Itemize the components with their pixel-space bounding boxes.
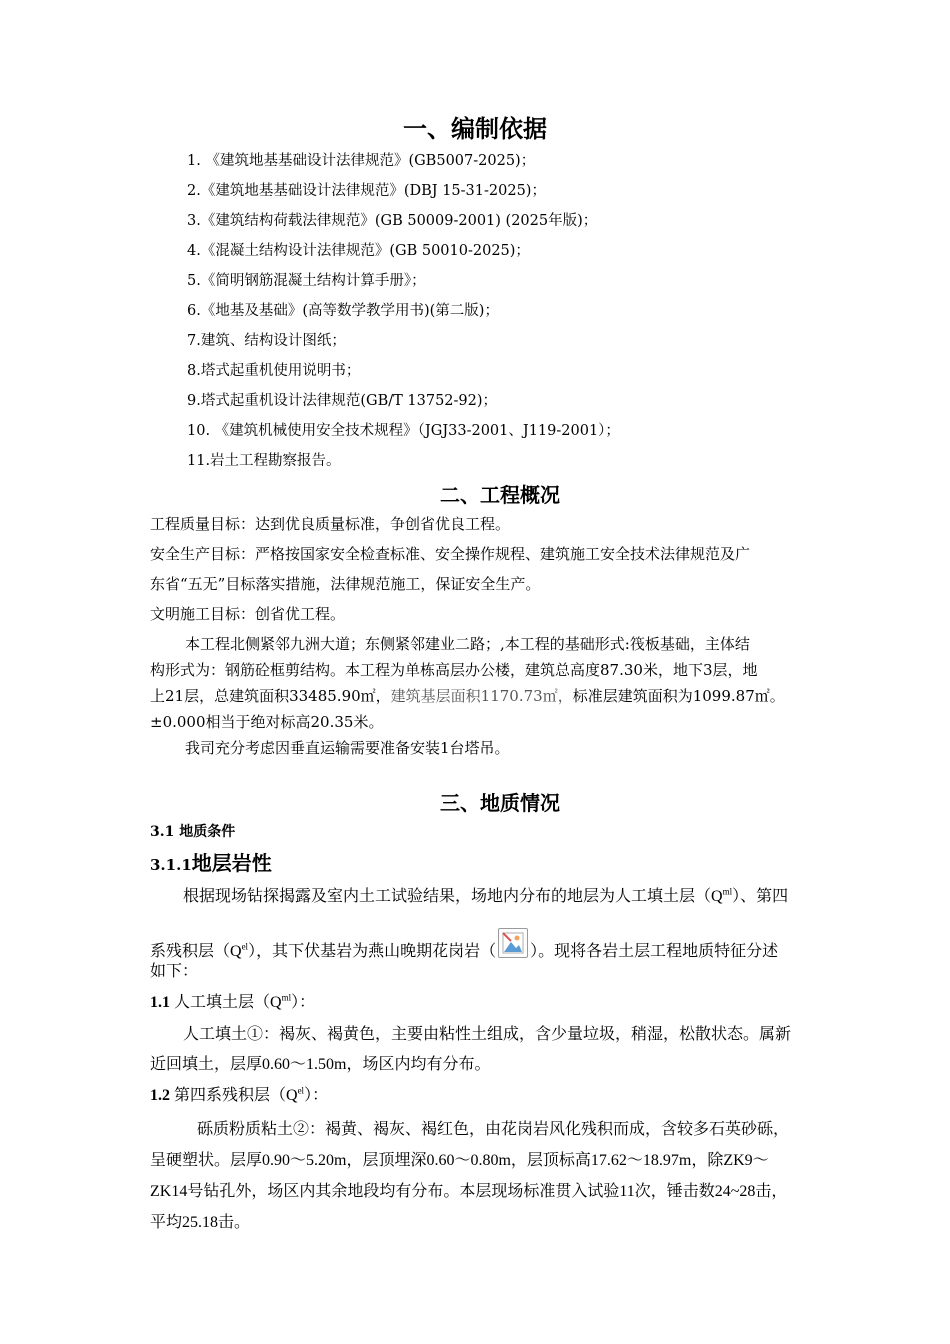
layer-1-2-heading [150, 1084, 328, 1108]
reference-item: 11.岩土工程勘察报告。 [187, 453, 341, 469]
strata-text: ），其下伏基岩为燕山晚期花岗岩（ [248, 943, 497, 960]
strata-text: ）。现将各岩土层工程地质特征分述 [530, 943, 779, 960]
fill-layer-line-1: 人工填土①：褐灰、褐黄色，主要由粘性土组成，含少量垃圾，稍湿，松散状态。属新 [183, 1026, 792, 1043]
overview-desc-std-area: 标准层建筑面积为1099.87㎡。 [572, 687, 785, 705]
reference-item: 9.塔式起重机设计法律规范(GB/T 13752-92)； [187, 393, 498, 409]
superscript: ml [281, 992, 292, 1003]
superscript: el [241, 941, 249, 952]
overview-desc-base-area: 建筑基层面积1170.73㎡， [390, 687, 573, 705]
subsection-strata-title: 地层岩性 [191, 851, 272, 875]
overview-desc-line-4: ±0.000相当于绝对标高20.35米。 [150, 713, 384, 731]
layer-title: ）： [291, 994, 316, 1011]
overview-desc-line-3 [150, 685, 785, 707]
layer-title: 人工填土层（Q [170, 994, 282, 1011]
reference-item: 7.建筑、结构设计图纸； [187, 333, 346, 349]
fill-layer-line-2: 近回填土，层厚0.60～1.50m，场区内均有分布。 [150, 1056, 491, 1073]
superscript: ml [722, 886, 733, 897]
layer-title: 第四系残积层（Q [170, 1087, 298, 1104]
overview-desc-line-2: 构形式为：钢筋砼框剪结构。本工程为单栋高层办公楼，建筑总高度87.30米，地下3层，地 [150, 661, 758, 679]
strata-text: 系残积层（Q [150, 943, 242, 960]
reference-item: 2.《建筑地基基础设计法律规范》(DBJ 15-31-2025)； [187, 183, 546, 199]
residual-layer-line-4: 平均25.18击。 [150, 1214, 251, 1231]
section-title-overview: 二、工程概况 [440, 483, 560, 507]
strata-para-line-3: 如下： [150, 963, 199, 980]
civil-goal: 文明施工目标：创省优工程。 [150, 605, 346, 623]
section-title-geology: 三、地质情况 [440, 791, 560, 815]
safety-goal-line-2: 东省“五无”目标落实措施，法律规范施工，保证安全生产。 [150, 575, 541, 593]
quality-goal: 工程质量目标：达到优良质量标准，争创省优良工程。 [150, 515, 511, 533]
crane-note: 我司充分考虑因垂直运输需要准备安装1台塔吊。 [185, 739, 510, 757]
residual-layer-line-3: ZK14号钻孔外，场区内其余地段均有分布。本层现场标准贯入试验11次，锤击数24~28击， [150, 1183, 788, 1200]
layer-title: ）： [304, 1087, 329, 1104]
overview-desc-area: 上21层，总建筑面积33485.90㎡， [150, 687, 391, 705]
superscript: el [297, 1085, 305, 1096]
subsection-strata-number: 3.1.1 [150, 856, 192, 874]
layer-number: 1.1 [150, 994, 170, 1011]
reference-item: 6.《地基及基础》(高等数学教学用书)(第二版)； [187, 303, 499, 319]
residual-layer-line-1: 砾质粉质粘土②：褐黄、褐灰、褐红色，由花岗岩风化残积而成，含较多石英砂砾， [197, 1121, 790, 1138]
strata-para-line-2 [150, 928, 778, 964]
strata-text: 根据现场钻探揭露及室内土工试验结果，场地内分布的地层为人工填土层（Q [183, 888, 723, 905]
strata-para-line-1 [183, 885, 788, 909]
strata-text: ）、第四 [732, 888, 789, 905]
reference-item: 3.《建筑结构荷载法律规范》(GB 50009-2001) (2025年版)； [187, 213, 598, 229]
reference-item: 5.《简明钢筋混凝土结构计算手册》； [187, 273, 426, 289]
layer-number: 1.2 [150, 1087, 170, 1104]
section-title-basis: 一、编制依据 [403, 115, 547, 143]
subsection-strata [150, 850, 272, 878]
reference-item: 10. 《建筑机械使用安全技术规程》（JGJ33-2001、J119-2001）； [187, 423, 620, 439]
reference-item: 1. 《建筑地基基础设计法律规范》(GB5007-2025)； [187, 153, 536, 169]
broken-image-icon [498, 928, 528, 958]
reference-item: 8.塔式起重机使用说明书； [187, 363, 361, 379]
residual-layer-line-2: 呈硬塑状。层厚0.90～5.20m，层顶埋深0.60～0.80m，层顶标高17.62～18.97m，除ZK9～ [150, 1152, 769, 1169]
overview-desc-line-1: 本工程北侧紧邻九洲大道；东侧紧邻建业二路；,本工程的基础形式:筏板基础，主体结 [185, 635, 750, 653]
layer-1-1-heading [150, 991, 315, 1015]
reference-item: 4.《混凝土结构设计法律规范》(GB 50010-2025)； [187, 243, 530, 259]
subsection-geology-conditions: 3.1 地质条件 [150, 824, 236, 840]
safety-goal-line-1: 安全生产目标：严格按国家安全检查标准、安全操作规程、建筑施工安全技术法律规范及广 [150, 545, 751, 563]
